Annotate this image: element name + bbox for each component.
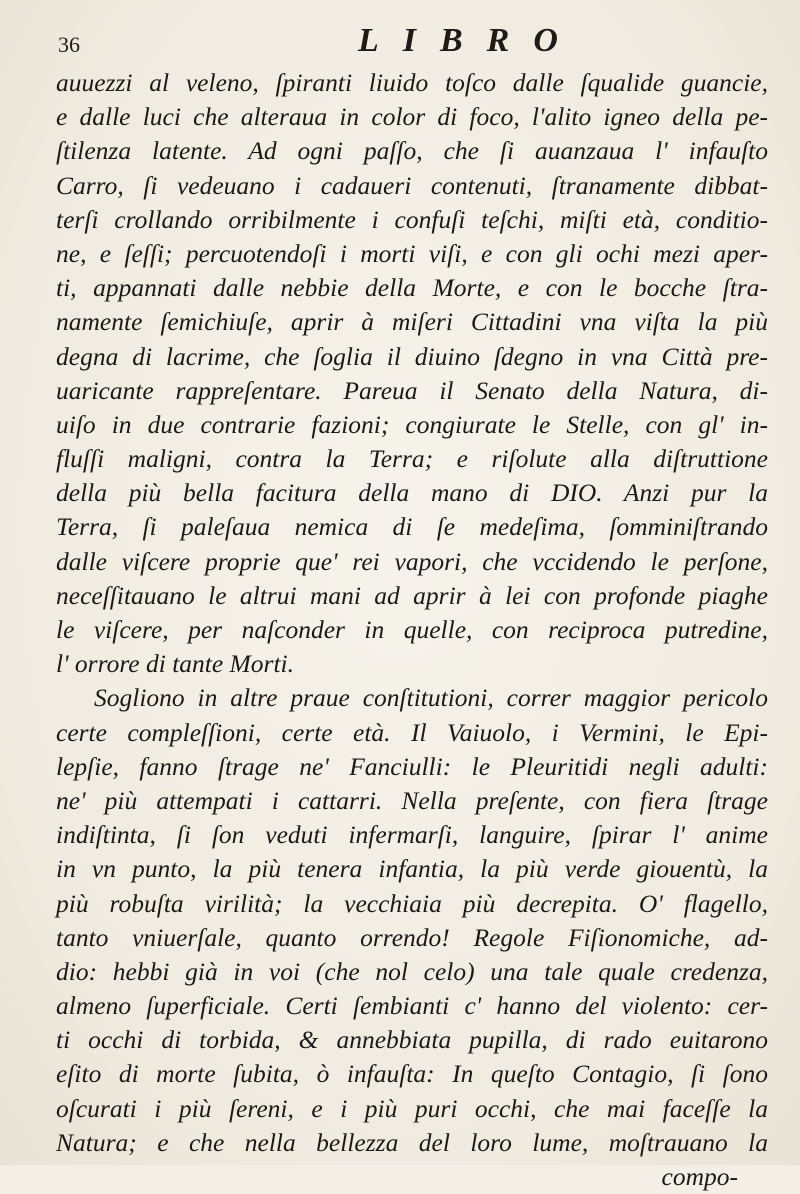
text-line: namente ſemichiuſe, aprir à miſeri Cittadini vna viſta la più xyxy=(56,307,768,337)
page-number: 36 xyxy=(58,32,80,57)
text-line: dio: hebbi già in voi (che nol celo) una tale quale credenza, xyxy=(56,956,768,986)
text-line: oſcurati i più ſereni, e i più puri occhi, che mai faceſſe la xyxy=(56,1093,768,1123)
text-line: neceſſitauano le altrui mani ad aprir à lei con profonde piaghe xyxy=(56,580,768,610)
text-line: Carro, ſi vedeuano i cadaueri contenuti, ſtranamente dibbat- xyxy=(56,170,768,200)
text-line: indiſtinta, ſi ſon veduti infermarſi, languire, ſpirar l' anime xyxy=(56,820,768,850)
text-line: le viſcere, per naſconder in quelle, con reciproca putredine, xyxy=(56,615,768,644)
text-line: degna di lacrime, che ſoglia il diuino ſdegno in vna Città pre- xyxy=(56,341,768,371)
text-line: più robuſta virilità; la vecchiaia più decrepita. O' flagello, xyxy=(56,888,768,918)
text-line: eſito di morte ſubita, ò infauſta: In queſto Contagio, ſi ſono xyxy=(56,1059,768,1089)
text-line: ne, e ſeſſi; percuotendoſi i morti viſi, e con gli ochi mezi aper- xyxy=(56,238,768,268)
text-line: Natura; e che nella bellezza del loro lume, moſtrauano la xyxy=(56,1127,768,1157)
paragraph-end-line: l' orrore di tante Morti. xyxy=(56,649,295,679)
text-line: lepſie, fanno ſtrage ne' Fanciulli: le Pleuritidi negli adulti: xyxy=(56,751,768,781)
text-line: dalle viſcere proprie que' rei vapori, che vccidendo le perſone, xyxy=(56,546,768,576)
text-line: Terra, ſi paleſaua nemica di ſe medeſima, ſomminiſtrando xyxy=(56,512,768,542)
text-line: terſi crollando orribilmente i confuſi teſchi, miſti età, conditio- xyxy=(56,204,768,234)
page-header xyxy=(58,20,758,70)
text-line: ſtilenza latente. Ad ogni paſſo, che ſi auanzaua l' infauſto xyxy=(56,136,768,166)
text-line: almeno ſuperficiale. Certi ſembianti c' hanno del violento: cer- xyxy=(56,991,768,1021)
text-line: tanto vniuerſale, quanto orrendo! Regole Fiſionomiche, ad- xyxy=(56,922,768,952)
text-line: uiſo in due contrarie fazioni; congiurate le Stelle, con gl' in- xyxy=(56,409,768,439)
catchword: compo- xyxy=(661,1162,738,1191)
text-line: fluſſi maligni, contra la Terra; e riſolute alla diſtruttione xyxy=(56,444,768,474)
text-line: in vn punto, la più tenera infantia, la più verde giouentù, la xyxy=(56,854,768,884)
text-line: ti occhi di torbida, & annebbiata pupilla, di rado euitarono xyxy=(56,1025,768,1055)
paragraph-start-line: Sogliono in altre praue conſtitutioni, correr maggior pericolo xyxy=(94,683,768,713)
text-line: auuezzi al veleno, ſpiranti liuido toſco dalle ſqualide guancie, xyxy=(56,68,768,97)
text-line: ne' più attempati i cattarri. Nella preſente, con fiera ſtrage xyxy=(56,785,768,815)
text-line: certe compleſſioni, certe età. Il Vaiuolo, i Vermini, le Epi- xyxy=(56,717,768,747)
text-line: ti, appannati dalle nebbie della Morte, e con le bocche ſtra- xyxy=(56,273,768,303)
text-line: uaricante rappreſentare. Pareua il Senato della Natura, di- xyxy=(56,375,768,405)
running-head: LIBRO xyxy=(358,22,582,59)
text-line: e dalle luci che alteraua in color di foco, l'alito igneo della pe- xyxy=(56,102,768,132)
text-line: della più bella facitura della mano di DIO. Anzi pur la xyxy=(56,478,768,508)
body-text xyxy=(56,66,768,1194)
